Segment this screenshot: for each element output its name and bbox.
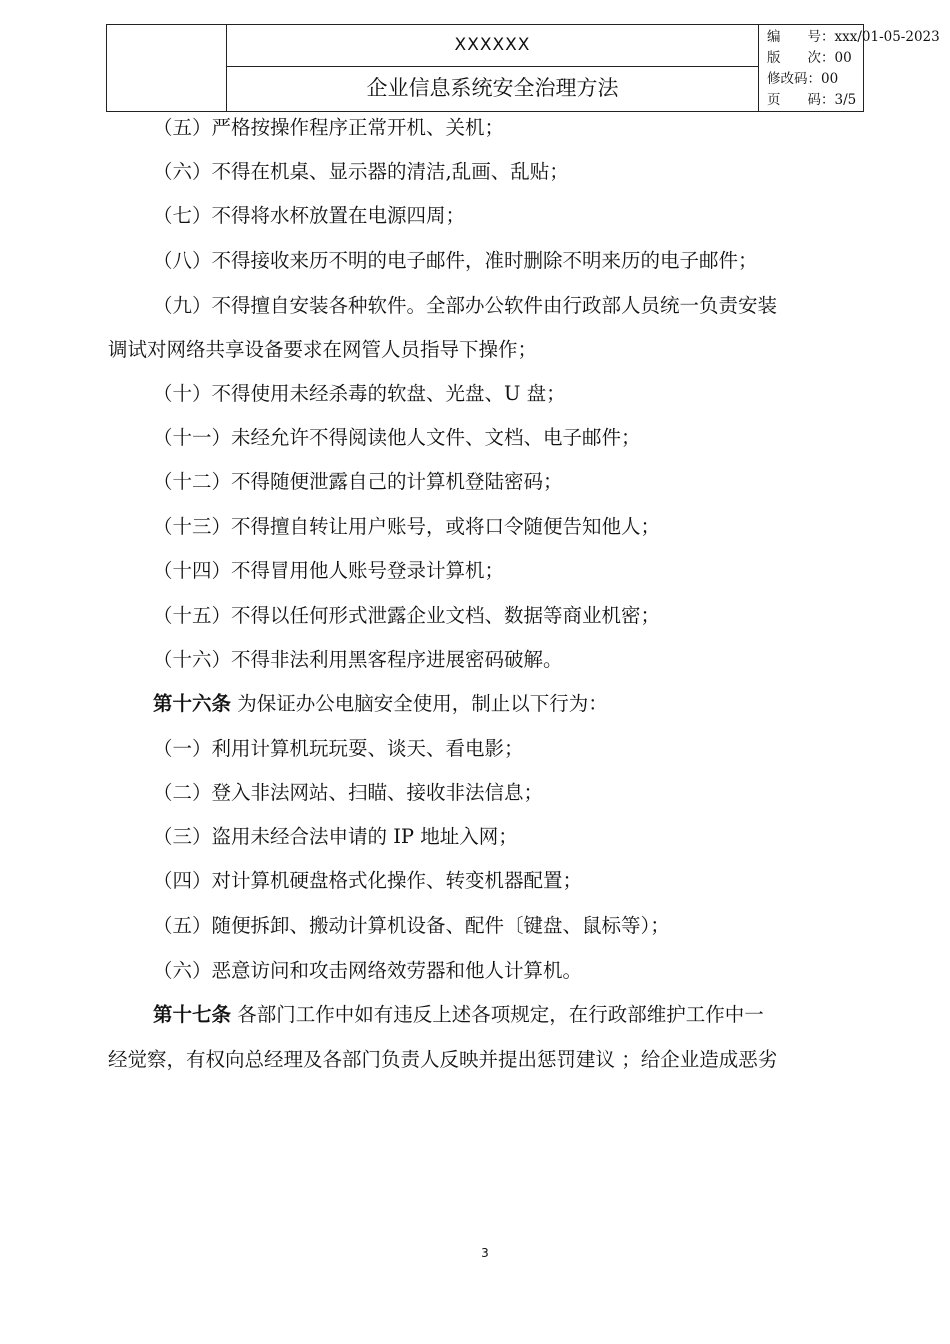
meta-label: 页 码： [767, 92, 835, 108]
body-line [108, 511, 660, 539]
body-line [108, 466, 563, 494]
line-text: （五）严格按操作程序正常开机、关机； [153, 116, 505, 139]
body-line [108, 644, 563, 672]
body-line [108, 334, 537, 362]
meta-value: 3/5 [834, 92, 857, 108]
body-line [108, 777, 543, 805]
line-text: （一）利用计算机玩玩耍、谈天、看电影； [153, 737, 524, 760]
meta-label: 编 号： [767, 29, 835, 45]
line-text: （八）不得接收来历不明的电子邮件，准时删除不明来历的电子邮件； [153, 249, 758, 272]
line-text: （十）不得使用未经杀毒的软盘、光盘、U 盘； [153, 382, 566, 405]
body-line [108, 955, 582, 983]
body-line [108, 378, 566, 406]
line-text: （十六）不得非法利用黑客程序进展密码破解。 [153, 648, 563, 671]
body-line [108, 733, 524, 761]
page-number: 3 [481, 1246, 489, 1260]
line-text: （七）不得将水杯放置在电源四周； [153, 204, 466, 227]
meta-label: 版 次： [767, 50, 835, 66]
body-line [108, 156, 569, 184]
document-meta [759, 27, 940, 111]
body-line [108, 422, 641, 450]
meta-value: 00 [834, 50, 852, 66]
document-header-table [106, 24, 940, 112]
body-line [108, 290, 777, 318]
meta-row-version [767, 48, 863, 69]
line-text: 经觉察，有权向总经理及各部门负责人反映并提出惩罚建议 ；给企业造成恶劣 [108, 1048, 778, 1071]
line-text: （十四）不得冒用他人账号登录计算机； [153, 559, 505, 582]
meta-row-revision [767, 69, 863, 90]
body-line [108, 1044, 777, 1072]
line-text: （五）随便拆卸、搬动计算机设备、配件〔键盘、鼠标等）； [153, 914, 670, 937]
line-text: （六）不得在机桌、显示器的清洁,乱画、乱贴； [153, 160, 569, 183]
line-text: （四）对计算机硬盘格式化操作、转变机器配置； [153, 869, 583, 892]
body-line [108, 910, 670, 938]
body-line [108, 821, 518, 849]
line-text: （十一）未经允许不得阅读他人文件、文档、电子邮件； [153, 426, 641, 449]
line-text: （十三）不得擅自转让用户账号，或将口令随便告知他人； [153, 515, 661, 538]
line-text: （十五）不得以任何形式泄露企业文档、数据等商业机密； [153, 604, 661, 627]
line-text: 为保证办公电脑安全使用，制止以下行为： [231, 692, 608, 715]
line-text: （二）登入非法网站、扫瞄、接收非法信息； [153, 781, 544, 804]
body-line [108, 555, 504, 583]
line-text: 各部门工作中如有违反上述各项规定，在行政部维护工作中一 [231, 1003, 764, 1026]
meta-row-page [767, 90, 863, 111]
article-heading-line [108, 999, 764, 1027]
body-line [108, 600, 660, 628]
body-line [108, 245, 758, 273]
meta-label: 修改码： [767, 71, 821, 87]
line-text: 调试对网络共享设备要求在网管人员指导下操作； [108, 338, 538, 361]
article-number: 第十七条 [153, 1003, 232, 1026]
company-name: XXXXXX [227, 25, 758, 67]
body-line [108, 865, 582, 893]
meta-row-number [767, 27, 940, 48]
meta-value: 00 [821, 71, 839, 87]
meta-value: xxx/01-05-2023 [834, 29, 940, 45]
body-line [108, 112, 504, 140]
header-logo-cell [107, 25, 227, 111]
body-line [108, 200, 465, 228]
line-text: （三）盗用未经合法申请的 IP 地址入网； [153, 825, 518, 848]
line-text: （九）不得擅自安装各种软件。全部办公软件由行政部人员统一负责安装 [153, 294, 778, 317]
header-title-block [227, 25, 759, 111]
line-text: （六）恶意访问和攻击网络效劳器和他人计算机。 [153, 959, 583, 982]
line-text: （十二）不得随便泄露自己的计算机登陆密码； [153, 470, 563, 493]
article-number: 第十六条 [153, 692, 232, 715]
document-title: 企业信息系统安全治理方法 [366, 76, 619, 100]
article-heading-line [108, 688, 608, 716]
